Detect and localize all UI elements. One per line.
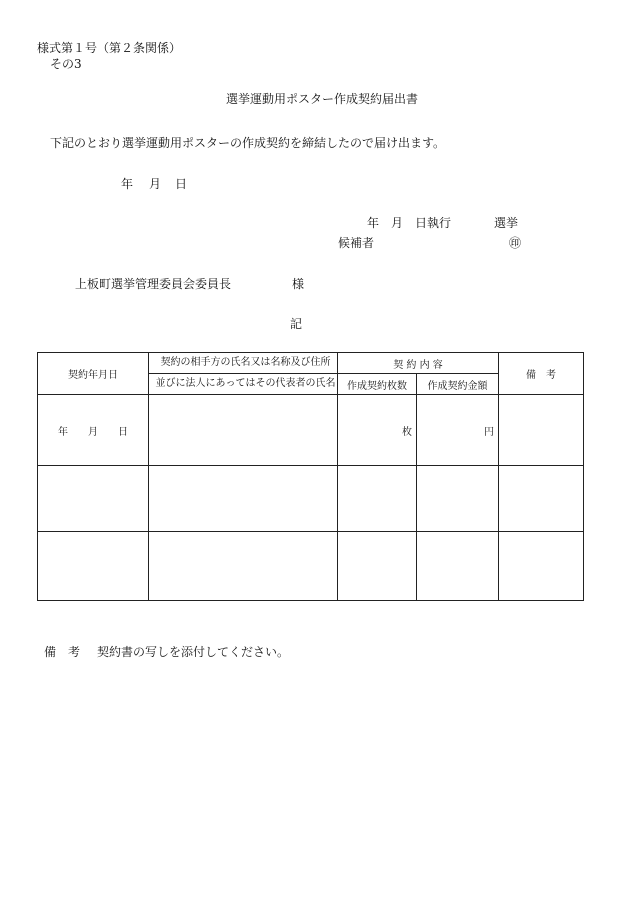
row3-count[interactable] <box>338 532 417 601</box>
form-number: 様式第１号（第２条関係） <box>37 41 182 55</box>
date-month: 月 <box>149 177 162 191</box>
row1-date[interactable]: 年 月 日 <box>38 395 149 466</box>
row1-partner[interactable] <box>149 395 338 466</box>
table-row <box>38 466 584 532</box>
header-contract-date: 契約年月日 <box>38 353 149 395</box>
intro-text: 下記のとおり選挙運動用ポスターの作成契約を締結したので届け出ます。 <box>50 136 446 150</box>
row2-amount[interactable] <box>417 466 499 532</box>
date-year: 年 <box>121 177 134 191</box>
row2-remarks[interactable] <box>499 466 584 532</box>
header-contract-content: 契 約 内 容 <box>338 353 499 374</box>
table-row <box>38 395 584 466</box>
row3-amount[interactable] <box>417 532 499 601</box>
addressee-name: 上板町選挙管理委員会委員長 <box>75 277 232 291</box>
addressee-honorific: 様 <box>292 277 305 291</box>
document-title: 選挙運動用ポスター作成契約届出書 <box>226 92 419 106</box>
date-day: 日 <box>175 177 188 191</box>
election-date: 年 月 日執行 <box>367 216 452 230</box>
election-label: 選挙 <box>494 216 519 230</box>
seal-mark: ㊞ <box>509 236 522 250</box>
header-remarks: 備 考 <box>499 353 584 395</box>
row2-partner[interactable] <box>149 466 338 532</box>
candidate-label: 候補者 <box>338 236 375 250</box>
contract-table <box>37 352 584 601</box>
form-subnumber: その3 <box>50 57 82 71</box>
header-amount: 作成契約金額 <box>417 374 499 395</box>
row1-count[interactable]: 枚 <box>338 395 417 466</box>
note-text: 契約書の写しを添付してください。 <box>97 645 290 659</box>
row3-date[interactable] <box>38 532 149 601</box>
header-count: 作成契約枚数 <box>338 374 417 395</box>
row2-date[interactable] <box>38 466 149 532</box>
row2-count[interactable] <box>338 466 417 532</box>
ki-heading: 記 <box>290 317 303 331</box>
note-label: 備 考 <box>44 645 81 659</box>
row1-remarks[interactable] <box>499 395 584 466</box>
header-partner-line2: 並びに法人にあってはその代表者の氏名 <box>149 374 338 395</box>
row3-partner[interactable] <box>149 532 338 601</box>
row1-amount[interactable]: 円 <box>417 395 499 466</box>
row3-remarks[interactable] <box>499 532 584 601</box>
table-row <box>38 532 584 601</box>
header-partner-line1: 契約の相手方の氏名又は名称及び住所 <box>149 353 338 374</box>
